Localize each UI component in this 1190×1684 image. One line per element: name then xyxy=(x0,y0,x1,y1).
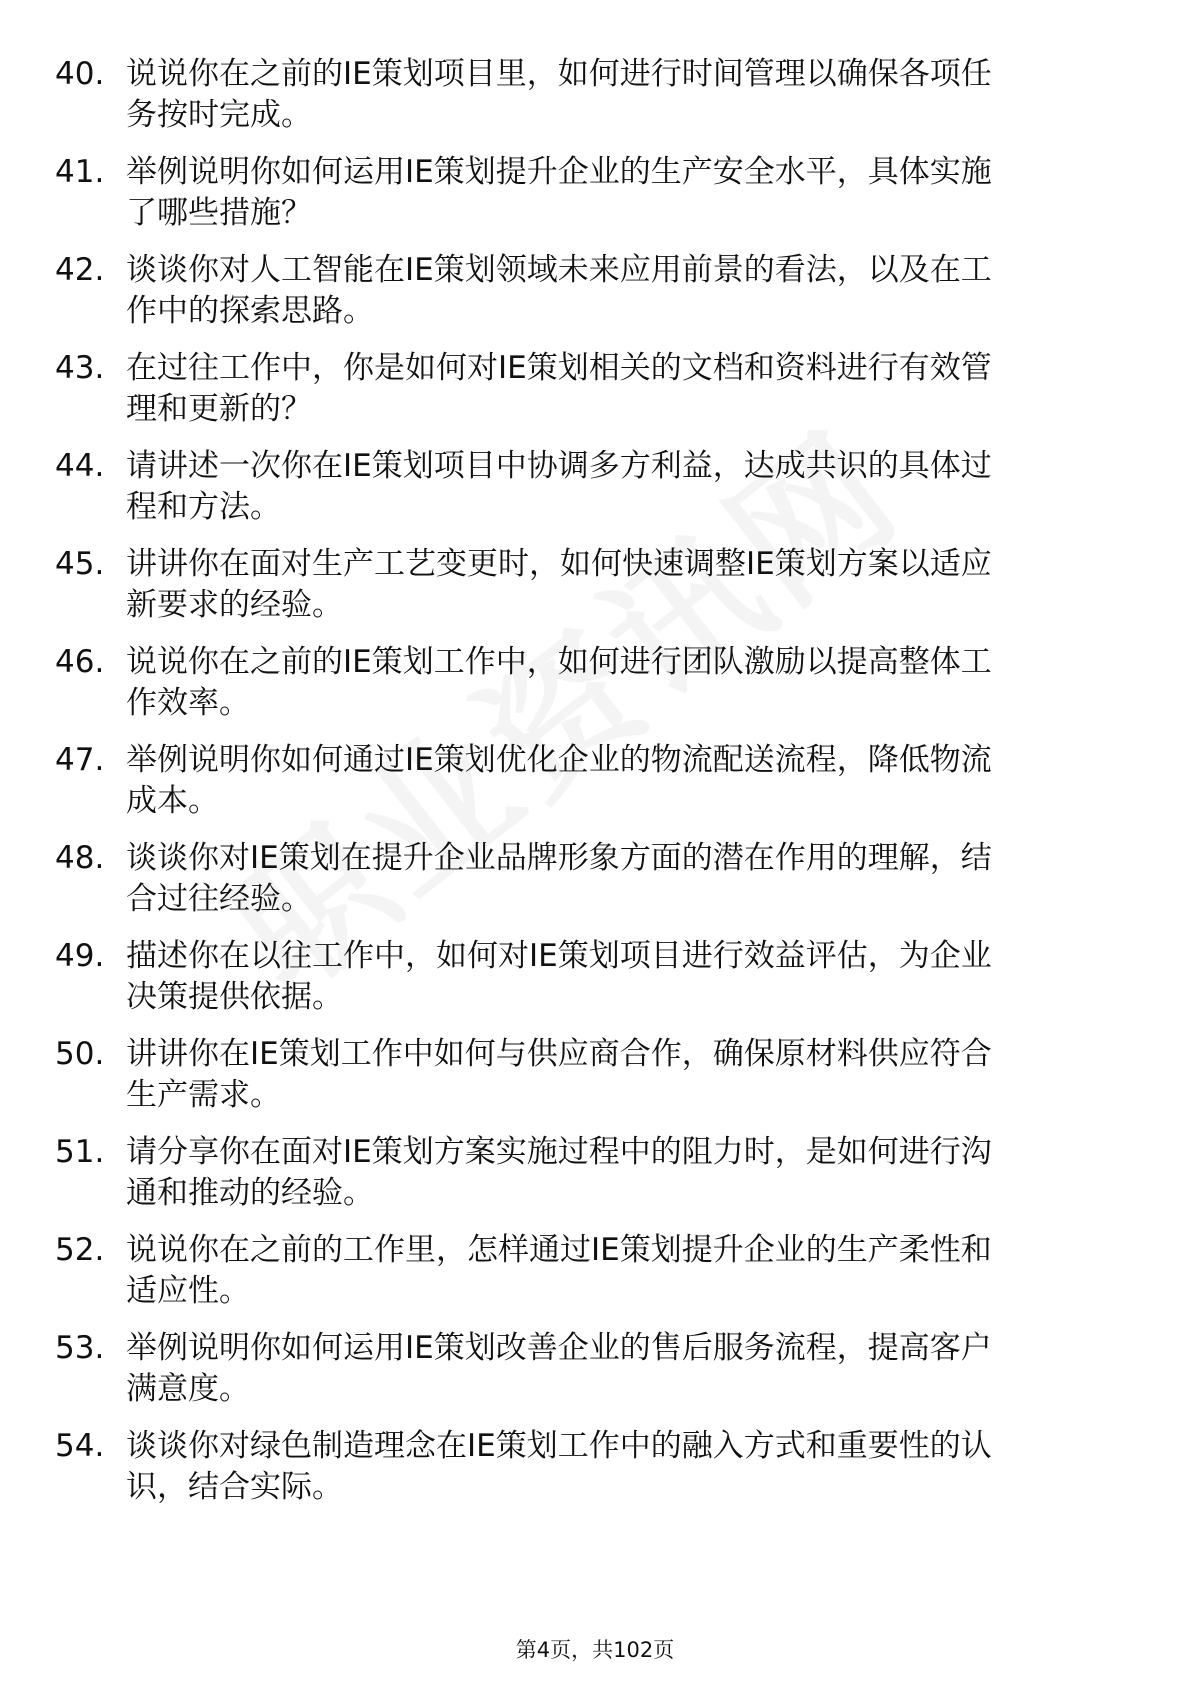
question-text xyxy=(126,1328,1116,1410)
question-number: 44. xyxy=(55,448,105,484)
question-line: 举例说明你如何运用IE策划提升企业的生产安全水平，具体实施 xyxy=(126,154,992,190)
question-text xyxy=(126,838,1116,920)
page-footer xyxy=(0,1636,1190,1664)
question-line: 生产需求。 xyxy=(126,1077,281,1113)
question-line: 满意度。 xyxy=(126,1371,250,1407)
question-line: 举例说明你如何通过IE策划优化企业的物流配送流程，降低物流 xyxy=(126,742,992,778)
question-line: 讲讲你在面对生产工艺变更时，如何快速调整IE策划方案以适应 xyxy=(126,546,992,582)
question-line: 决策提供依据。 xyxy=(126,979,343,1015)
question-number: 43. xyxy=(55,350,105,386)
question-text xyxy=(126,348,1116,430)
question-line: 适应性。 xyxy=(126,1273,250,1309)
question-line: 合过往经验。 xyxy=(126,881,312,917)
question-text xyxy=(126,1132,1116,1214)
question-line: 讲讲你在IE策划工作中如何与供应商合作，确保原材料供应符合 xyxy=(126,1036,992,1072)
list-item xyxy=(0,152,1190,250)
list-item xyxy=(0,1230,1190,1328)
question-list xyxy=(0,54,1190,1524)
question-line: 说说你在之前的IE策划项目里，如何进行时间管理以确保各项任 xyxy=(126,56,992,92)
question-line: 说说你在之前的IE策划工作中，如何进行团队激励以提高整体工 xyxy=(126,644,992,680)
question-text xyxy=(126,1230,1116,1312)
question-text xyxy=(126,446,1116,528)
question-text xyxy=(126,642,1116,724)
question-line: 请讲述一次你在IE策划项目中协调多方利益，达成共识的具体过 xyxy=(126,448,992,484)
question-line: 谈谈你对绿色制造理念在IE策划工作中的融入方式和重要性的认 xyxy=(126,1428,992,1464)
question-line: 通和推动的经验。 xyxy=(126,1175,374,1211)
question-number: 52. xyxy=(55,1232,105,1268)
question-number: 50. xyxy=(55,1036,105,1072)
question-number: 41. xyxy=(55,154,105,190)
list-item xyxy=(0,544,1190,642)
question-line: 成本。 xyxy=(126,783,219,819)
question-number: 48. xyxy=(55,840,105,876)
question-number: 47. xyxy=(55,742,105,778)
question-line: 识，结合实际。 xyxy=(126,1469,343,1505)
question-text xyxy=(126,544,1116,626)
question-text xyxy=(126,740,1116,822)
question-text xyxy=(126,1034,1116,1116)
question-line: 理和更新的？ xyxy=(126,391,312,427)
question-line: 谈谈你对人工智能在IE策划领域未来应用前景的看法，以及在工 xyxy=(126,252,992,288)
question-line: 作中的探索思路。 xyxy=(126,293,374,329)
list-item xyxy=(0,1132,1190,1230)
question-number: 54. xyxy=(55,1428,105,1464)
question-line: 在过往工作中，你是如何对IE策划相关的文档和资料进行有效管 xyxy=(126,350,992,386)
list-item xyxy=(0,838,1190,936)
question-line: 请分享你在面对IE策划方案实施过程中的阻力时，是如何进行沟 xyxy=(126,1134,992,1170)
question-line: 务按时完成。 xyxy=(126,97,312,133)
question-text xyxy=(126,936,1116,1018)
question-number: 53. xyxy=(55,1330,105,1366)
question-line: 作效率。 xyxy=(126,685,250,721)
question-line: 新要求的经验。 xyxy=(126,587,343,623)
question-number: 46. xyxy=(55,644,105,680)
question-line: 程和方法。 xyxy=(126,489,281,525)
list-item xyxy=(0,1034,1190,1132)
question-line: 了哪些措施？ xyxy=(126,195,312,231)
question-line: 举例说明你如何运用IE策划改善企业的售后服务流程，提高客户 xyxy=(126,1330,992,1366)
list-item xyxy=(0,348,1190,446)
list-item xyxy=(0,1426,1190,1524)
question-number: 51. xyxy=(55,1134,105,1170)
list-item xyxy=(0,1328,1190,1426)
question-text xyxy=(126,1426,1116,1508)
question-text xyxy=(126,152,1116,234)
list-item xyxy=(0,936,1190,1034)
question-text xyxy=(126,54,1116,136)
question-text xyxy=(126,250,1116,332)
question-number: 42. xyxy=(55,252,105,288)
question-line: 谈谈你对IE策划在提升企业品牌形象方面的潜在作用的理解，结 xyxy=(126,840,992,876)
question-number: 49. xyxy=(55,938,105,974)
list-item xyxy=(0,446,1190,544)
list-item xyxy=(0,642,1190,740)
question-line: 描述你在以往工作中，如何对IE策划项目进行效益评估，为企业 xyxy=(126,938,992,974)
list-item xyxy=(0,740,1190,838)
list-item xyxy=(0,250,1190,348)
page-number: 第4页，共102页 xyxy=(515,1638,675,1662)
list-item xyxy=(0,54,1190,152)
question-line: 说说你在之前的工作里，怎样通过IE策划提升企业的生产柔性和 xyxy=(126,1232,992,1268)
question-number: 40. xyxy=(55,56,105,92)
question-number: 45. xyxy=(55,546,105,582)
